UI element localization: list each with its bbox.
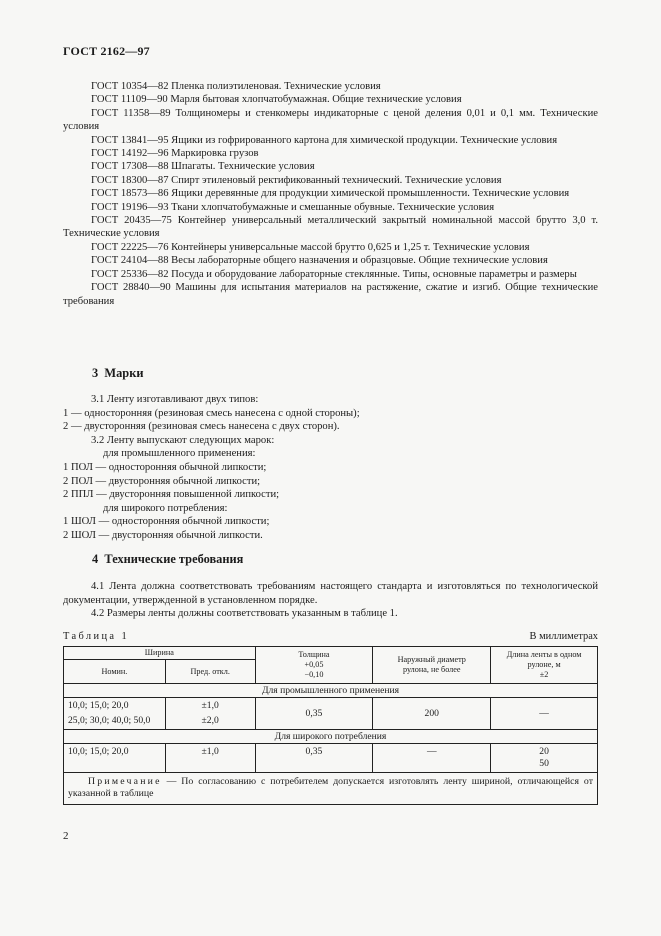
group-title-industrial: Для промышленного применения [64, 684, 598, 698]
section-title: Марки [104, 366, 144, 380]
section-3-line: для промышленного применения: [103, 448, 256, 460]
table-caption: Таблица 1 [63, 631, 130, 642]
reference-item: ГОСТ 28840—90 Машины для испытания материалов на растяжение, сжатие и изгиб. Общие технические требования [63, 282, 598, 307]
col-header-nominal: Номин. [64, 660, 166, 684]
thickness-value: 0,35 [255, 698, 373, 730]
col-header-length [491, 647, 598, 684]
page-number: 2 [63, 830, 69, 842]
thickness-upper-tol: +0,05 [304, 660, 324, 669]
document-header: ГОСТ 2162—97 [63, 44, 150, 58]
section-title: Технические требования [104, 552, 244, 566]
section-3-line: 2 ШОЛ — двусторонняя обычной липкости. [63, 529, 263, 541]
reference-item: ГОСТ 13841—95 Ящики из гофрированного картона для химической продукции. Технические условия [91, 134, 558, 146]
reference-item: ГОСТ 14192—96 Маркировка грузов [91, 148, 259, 160]
section-3-line: 3.2 Ленту выпускают следующих марок: [91, 434, 275, 446]
length-value: — [491, 698, 598, 730]
section-3-line: 1 ПОЛ — односторонняя обычной липкости; [63, 461, 267, 473]
nominal-width-a: 10,0; 15,0; 20,0 [68, 700, 129, 711]
section-number: 4 [92, 552, 99, 566]
table-row [64, 744, 598, 773]
section-3-line: 1 ШОЛ — односторонняя обычной липкости; [63, 516, 270, 528]
reference-item: ГОСТ 11109—90 Марля бытовая хлопчатобумажная. Общие технические условия [91, 94, 462, 106]
reference-item: ГОСТ 25336—82 Посуда и оборудование лабораторные стеклянные. Типы, основные параметры и размеры [91, 268, 577, 280]
reference-item: ГОСТ 19196—93 Ткани хлопчатобумажные и смешанные обувные. Технические условия [91, 201, 495, 213]
col-header-thickness [255, 647, 373, 684]
reference-list [63, 80, 598, 308]
reference-item: ГОСТ 22225—76 Контейнеры универсальные массой брутто 0,625 и 1,25 т. Технические условия [91, 241, 530, 253]
paragraph-4-2: 4.2 Размеры ленты должны соответствовать указанным в таблице 1. [91, 608, 398, 620]
length-value-b: 50 [539, 758, 549, 769]
table-row [64, 698, 598, 730]
reference-item: ГОСТ 20435—75 Контейнер универсальный металлический закрытый номинальной массой брутто 3,0 т. Технические условия [63, 215, 598, 240]
col-header-width: Ширина [64, 647, 256, 660]
reference-item: ГОСТ 24104—88 Весы лабораторные общего назначения и образцовые. Общие технические условия [91, 255, 548, 267]
note-label: Примечание [88, 776, 162, 787]
col-header-diameter: Наружный диаметр рулона, не более [373, 647, 491, 684]
thickness-label: Толщина [298, 650, 330, 659]
section-3-line: 2 ППЛ — двусторонняя повышенной липкости; [63, 489, 280, 501]
note-text: — По согласованию с потребителем допускается изготовлять ленту шириной, отличающейся от указанной в таблице [68, 776, 593, 799]
section-3-line: 2 — двусторонняя (резиновая смесь нанесена с двух сторон). [63, 421, 340, 433]
reference-item: ГОСТ 18300—87 Спирт этиленовый ректификованный технический. Технические условия [91, 174, 502, 186]
tolerance-b: ±2,0 [201, 715, 219, 726]
reference-item: ГОСТ 10354—82 Пленка полиэтиленовая. Технические условия [91, 81, 381, 92]
diameter-value: 200 [373, 698, 491, 730]
paragraph-4-1: 4.1 Лента должна соответствовать требованиям настоящего стандарта и изготовляться по технологической документации, утвержденной в установленном порядке. [63, 581, 598, 606]
section-3-heading [92, 366, 143, 381]
section-number: 3 [92, 366, 99, 380]
length-tol: ±2 [539, 670, 549, 679]
nominal-width: 10,0; 15,0; 20,0 [64, 744, 166, 773]
diameter-value: — [373, 744, 491, 773]
section-3-body [63, 393, 598, 543]
reference-item: ГОСТ 17308—88 Шпагаты. Технические условия [91, 161, 315, 173]
section-3-line: для широкого потребления: [103, 502, 228, 514]
table-note [64, 773, 598, 805]
group-title-consumer: Для широкого потребления [64, 730, 598, 744]
length-value-a: 20 [539, 746, 549, 757]
reference-item: ГОСТ 18573—86 Ящики деревянные для продукции химической промышленности. Технические условия [91, 188, 570, 200]
section-3-line: 2 ПОЛ — двусторонняя обычной липкости; [63, 475, 261, 487]
section-3-line: 3.1 Ленту изготавливают двух типов: [91, 394, 259, 405]
tolerance: ±1,0 [165, 744, 255, 773]
dimensions-table [63, 646, 598, 805]
tolerance-a: ±1,0 [201, 700, 219, 711]
length-label: Длина ленты в одном рулоне, м [506, 650, 582, 669]
col-header-tolerance: Пред. откл. [165, 660, 255, 684]
section-4-heading [92, 552, 243, 567]
thickness-value: 0,35 [255, 744, 373, 773]
section-3-line: 1 — односторонняя (резиновая смесь нанесена с одной стороны); [63, 407, 360, 419]
thickness-lower-tol: −0,10 [304, 670, 324, 679]
section-4-body [63, 580, 598, 621]
table-units: В миллиметрах [529, 631, 598, 642]
reference-item: ГОСТ 11358—89 Толщиномеры и стенкомеры индикаторные с ценой деления 0,01 и 0,1 мм. Технические условия [63, 107, 598, 133]
nominal-width-b: 25,0; 30,0; 40,0; 50,0 [68, 715, 151, 726]
